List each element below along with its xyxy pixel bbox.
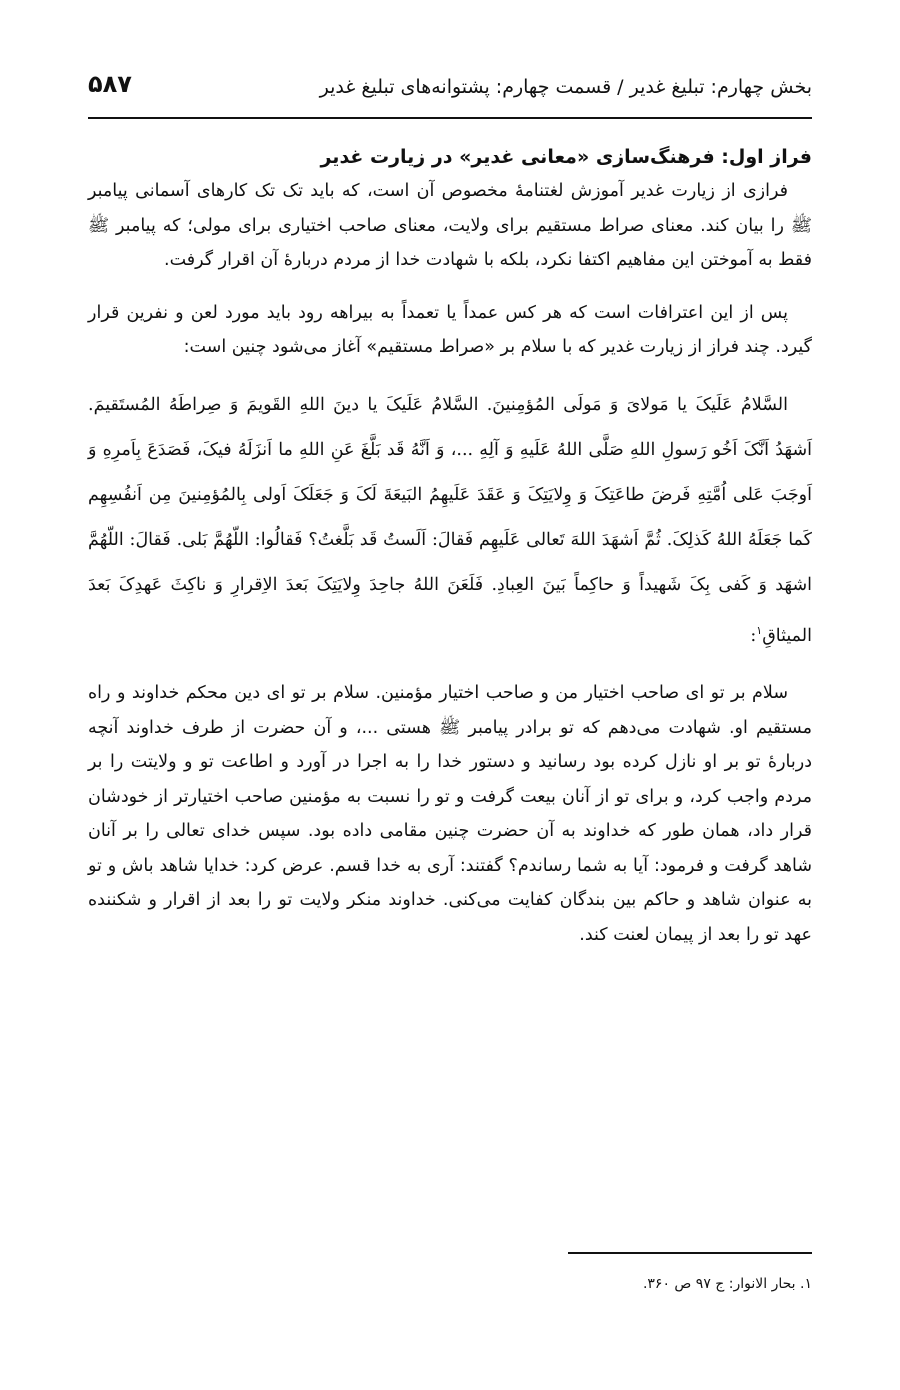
footnote-divider	[568, 1252, 812, 1254]
footnote: ۱. بحار الانوار: ج ۹۷ ص ۳۶۰.	[642, 1276, 812, 1292]
arabic-ziyarat-text	[88, 383, 812, 659]
paragraph-intro: فرازی از زیارت غدیر آموزش لغتنامۀ مخصوص آن است، که باید تک تک کارهای آسمانی پیامبر ﷺ را بیان کند. معنای صراط مستقیم برای ولایت، معنای صاحب اختیاری برای مولی؛ که پیامبر ﷺ فقط به آموختن این مفاهیم اکتفا نکرد، بلکه با شهادت خدا از مردم دربارۀ آن اقرار گرفت.	[88, 181, 812, 270]
footnote-marker: ۱	[756, 623, 763, 637]
paragraph-translation: سلام بر تو ای صاحب اختیار من و صاحب اختیار مؤمنین. سلام بر تو ای دین محکم خداوند و راه مستقیم او. شهادت می‌دهم که تو برادر پیامبر ﷺ هستی ...، و آن حضرت از طرف خداوند آنچه دربارۀ تو بر او نازل کرده بود رسانید و دستور خدا را به اجرا در آورد و اطاعت تو و ولایتت را بر مردم واجب کرد، و برای تو از آنان بیعت گرفت و تو را نسبت به مؤمنین صاحب اختیارتر از خودشان قرار داد، همان طور که خداوند به آن حضرت چنین مقامی داده بود. سپس خدای تعالی را بر آنان شاهد گرفت و فرمود: آیا به شما رساندم؟ گفتند: آری به خدا قسم. عرض کرد: خدایا شاهد باش و تو به عنوان شاهد و حاکم بین بندگان کفایت می‌کنی. خداوند منکر ولایت تو را بعد از اقرار و شکننده عهد تو را بعد از پیمان لعنت کند.	[88, 683, 812, 945]
arabic-quote: السَّلامُ عَلَیکَ یا مَولایَ وَ مَولَی المُؤمِنینَ. السَّلامُ عَلَیکَ یا دینَ اللهِ القَویمَ وَ صِراطَهُ المُستَقیمَ. اَشهَدُ اَنَّکَ اَخُو رَسولِ اللهِ صَلَّی اللهُ عَلَیهِ وَ آلِهِ ...، وَ اَنَّهُ قَد بَلَّغَ عَنِ اللهِ ما اَنزَلَهُ فیکَ، فَصَدَعَ بِاَمرِهِ وَ اَوجَبَ عَلی اُمَّتِهِ فَرضَ طاعَتِکَ وَ وِلایَتِکَ وَ عَقَدَ عَلَیهِمُ البَیعَةَ لَکَ وَ جَعَلَکَ اَولی بِالمُؤمِنینَ مِن اَنفُسِهِم کَما جَعَلَهُ اللهُ کَذلِکَ. ثُمَّ اَشهَدَ اللهَ تَعالی عَلَیهِم فَقالَ: اَلَستُ قَد بَلَّغتُ؟ فَقالُوا: اللّهُمَّ بَلی. فَقالَ: اللّهُمَّ اشهَد وَ کَفی بِکَ شَهیداً وَ حاکِماً بَینَ العِبادِ. فَلَعَنَ اللهُ جاحِدَ وِلایَتِکَ بَعدَ الاِقرارِ وَ ناکِثَ عَهدِکَ بَعدَ المیثاقِ	[88, 394, 812, 646]
page-number: ۵۸۷	[88, 70, 132, 98]
running-header-title: بخش چهارم: تبلیغ غدیر / قسمت چهارم: پشتوانه‌های تبلیغ غدیر	[319, 76, 812, 98]
page-header	[88, 70, 812, 114]
paragraph-confessions: پس از این اعترافات است که هر کس عمداً یا تعمداً به بیراهه رود باید مورد لعن و نفرین قرار گیرد. چند فراز از زیارت غدیر که با سلام بر «صراط مستقیم» آغاز می‌شود چنین است:	[88, 302, 812, 357]
header-divider	[88, 117, 812, 119]
page-content	[88, 140, 812, 952]
section-heading: فراز اول: فرهنگ‌سازی «معانی غدیر» در زیارت غدیر	[320, 146, 812, 168]
arabic-quote-end: :	[750, 625, 757, 646]
